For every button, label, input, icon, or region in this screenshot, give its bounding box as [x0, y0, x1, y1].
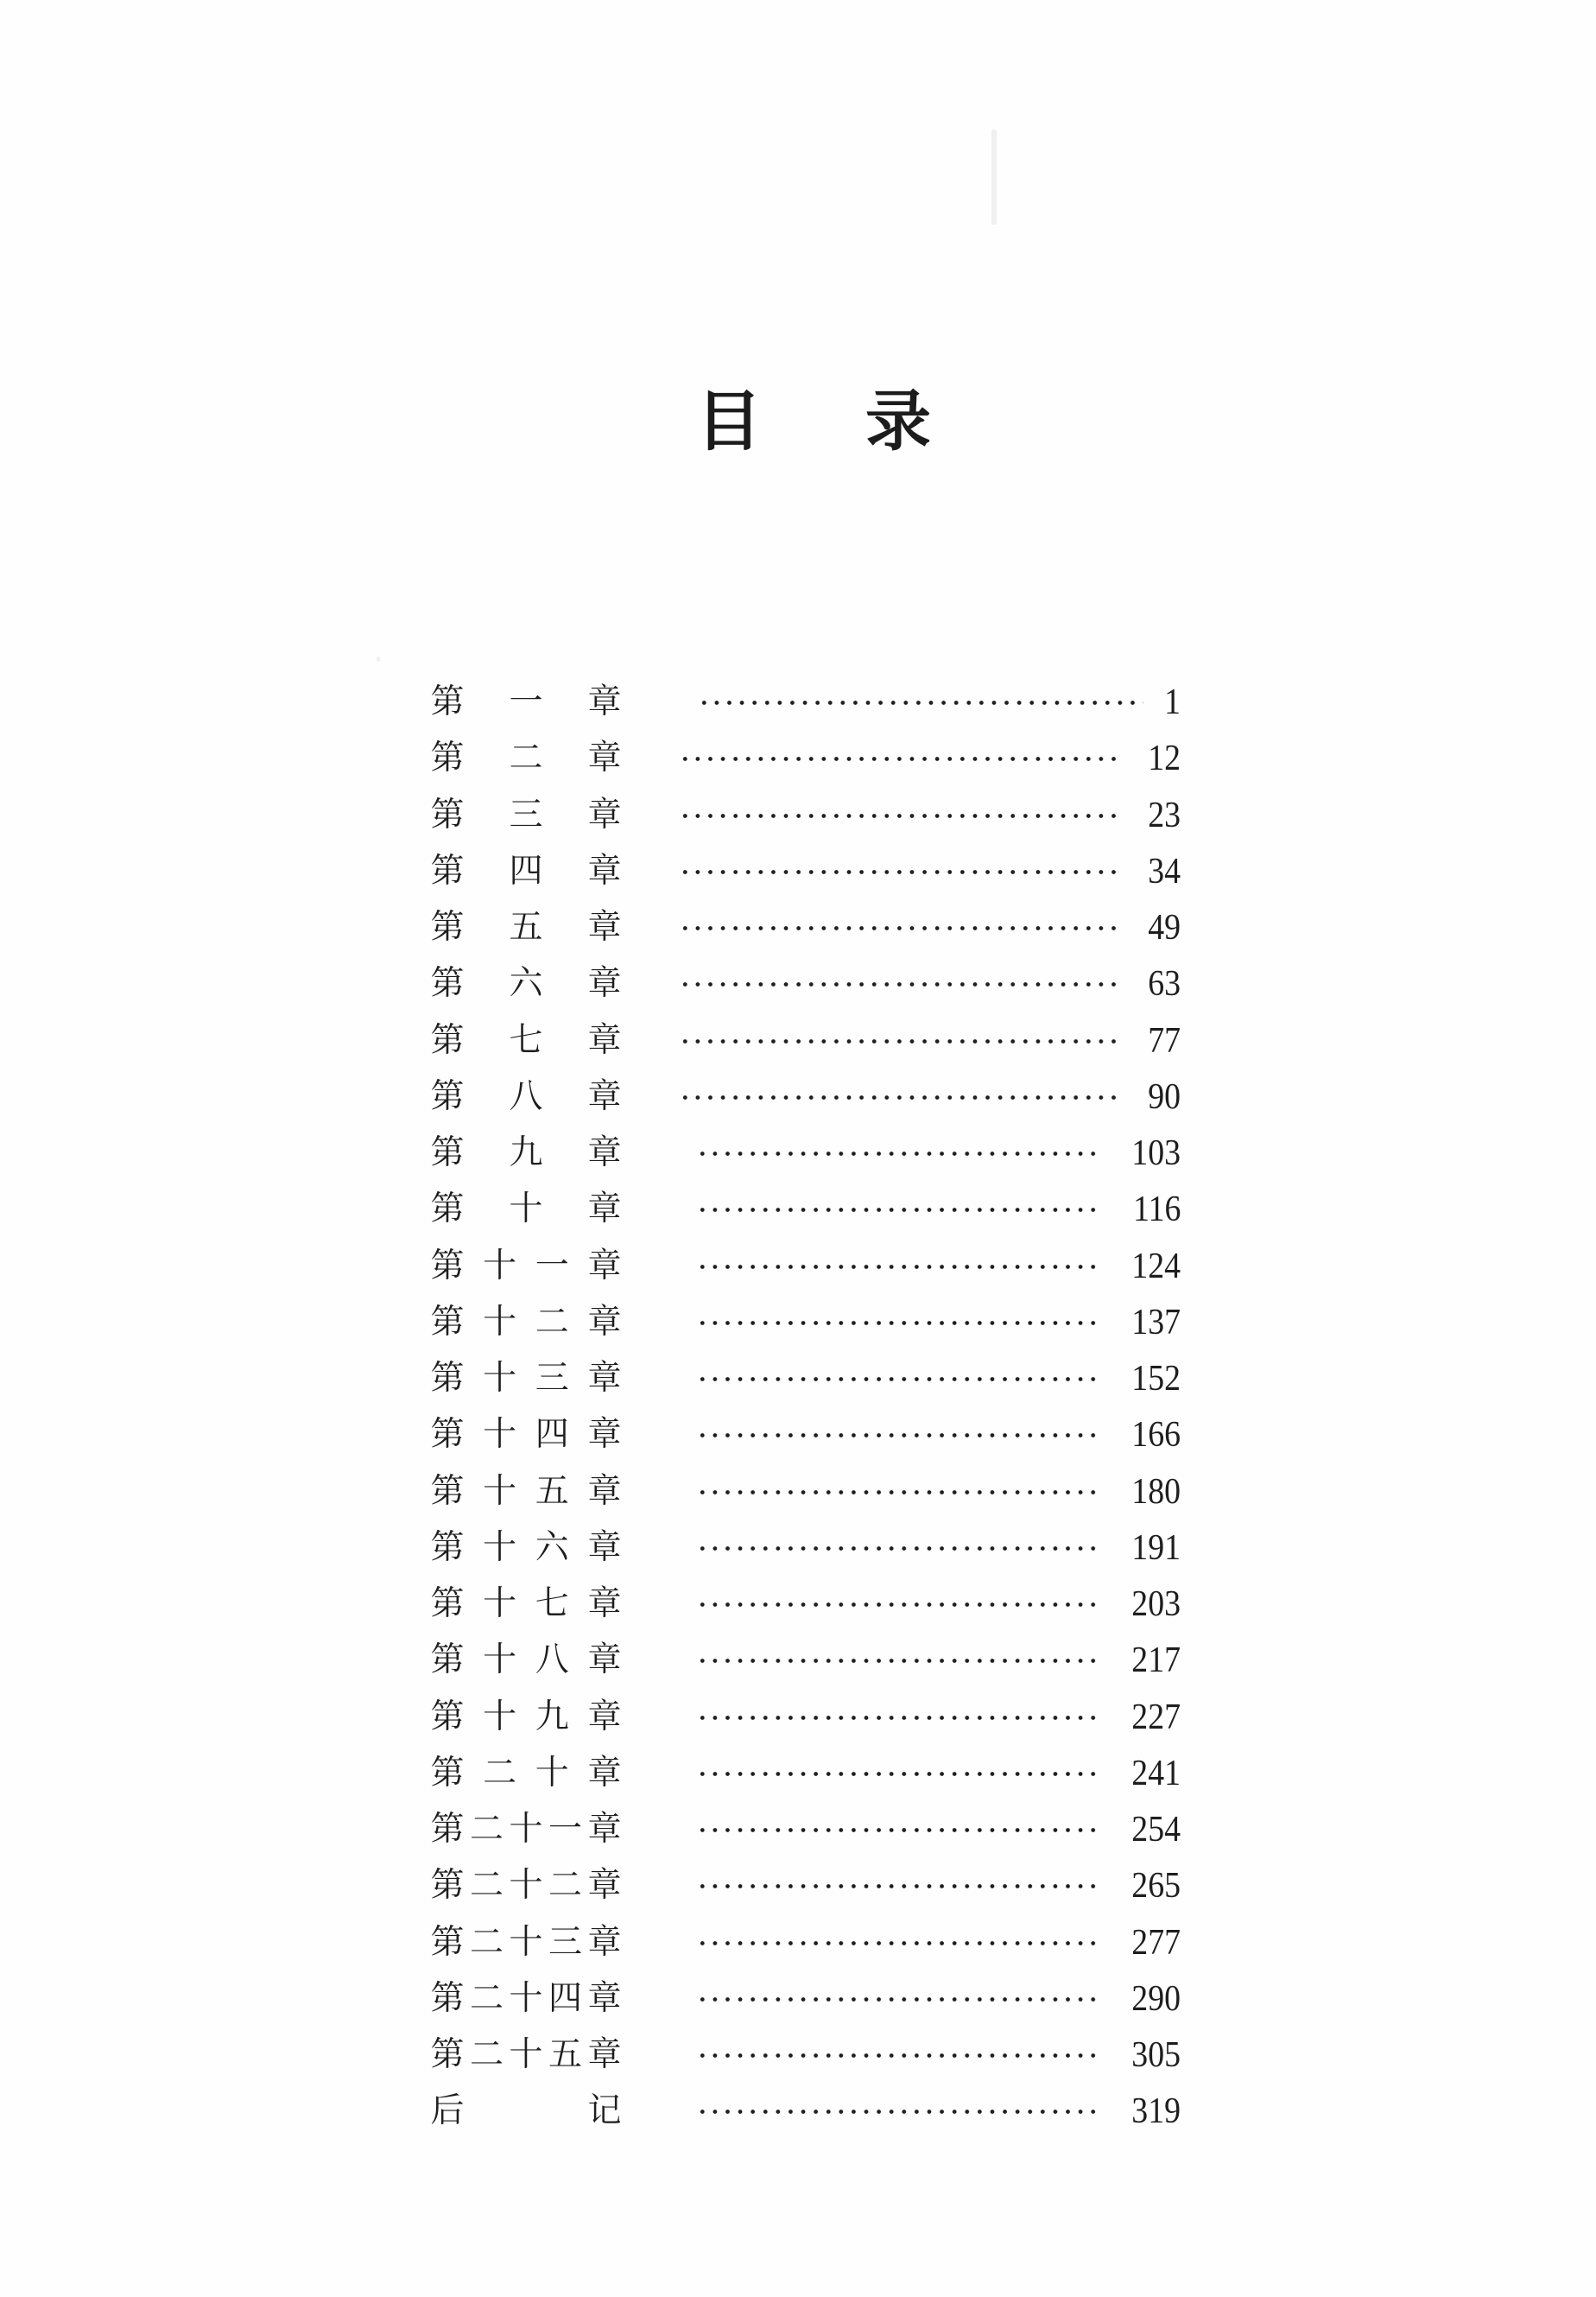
leader-dots — [696, 1941, 1102, 1945]
toc-entry[interactable] — [0, 1526, 1596, 1570]
toc-label-char: 章 — [587, 1133, 622, 1172]
leader-dots — [696, 1321, 1102, 1325]
toc-label-char: 十 — [483, 1359, 517, 1398]
toc-label-char: 第 — [430, 1922, 465, 1962]
toc-entry[interactable] — [0, 1639, 1596, 1682]
toc-entry-label — [430, 906, 622, 949]
toc-label-char: 六 — [535, 1527, 569, 1567]
toc-entry-label — [430, 1921, 622, 1964]
toc-label-char: 第 — [430, 739, 465, 778]
leader-dots — [696, 1997, 1102, 2002]
toc-label-char: 四 — [509, 851, 543, 891]
toc-label-char: 十 — [483, 1302, 517, 1342]
toc-label-char: 五 — [535, 1471, 569, 1511]
toc-entry-label — [430, 1470, 622, 1513]
toc-label-char: 三 — [509, 795, 543, 834]
toc-label-char: 章 — [587, 1190, 622, 1229]
toc-label-char: 章 — [587, 1527, 622, 1567]
toc-entry-label — [430, 1245, 622, 1288]
toc-label-char: 第 — [430, 1246, 465, 1285]
toc-entry[interactable] — [0, 850, 1596, 893]
toc-page-number: 319 — [1131, 2091, 1181, 2132]
leader-dots — [696, 2110, 1102, 2114]
toc-page-number: 166 — [1131, 1415, 1181, 1456]
toc-entry-label — [430, 1639, 622, 1682]
toc-label-char: 十 — [535, 1753, 569, 1793]
toc-label-char: 章 — [587, 1697, 622, 1736]
toc-label-char: 第 — [430, 1415, 465, 1455]
toc-entry[interactable] — [0, 1132, 1596, 1175]
toc-label-char: 第 — [430, 1810, 465, 1849]
toc-page-number: 180 — [1131, 1471, 1181, 1512]
toc-label-char: 七 — [535, 1584, 569, 1623]
toc-entry[interactable] — [0, 1808, 1596, 1851]
toc-entry[interactable] — [0, 1864, 1596, 1907]
toc-page-number: 254 — [1131, 1810, 1181, 1850]
toc-page-number: 124 — [1131, 1246, 1181, 1286]
toc-label-char: 第 — [430, 795, 465, 834]
toc-label-char: 六 — [509, 964, 543, 1004]
toc-entry[interactable] — [0, 1470, 1596, 1513]
toc-label-char: 十 — [483, 1415, 517, 1455]
toc-entry-label — [430, 1977, 622, 2021]
toc-label-char: 章 — [587, 1020, 622, 1060]
toc-page-number: 152 — [1131, 1359, 1181, 1399]
toc-label-char: 八 — [535, 1640, 569, 1680]
toc-page-number: 305 — [1131, 2035, 1181, 2075]
toc-label-char: 章 — [587, 851, 622, 891]
toc-page-number: 103 — [1131, 1133, 1181, 1173]
toc-label-char: 第 — [430, 1978, 465, 2018]
toc-label-char: 第 — [430, 1527, 465, 1567]
toc-label-char: 第 — [430, 1640, 465, 1680]
toc-label-char: 二 — [548, 1866, 582, 1906]
toc-entry[interactable] — [0, 906, 1596, 949]
toc-label-char: 三 — [535, 1359, 569, 1398]
toc-label-char: 章 — [587, 682, 622, 721]
toc-label-char: 一 — [548, 1810, 582, 1849]
toc-label-char: 四 — [548, 1978, 582, 2018]
leader-dots — [679, 1095, 1123, 1100]
title-char: 目 — [696, 383, 762, 460]
toc-label-char: 十 — [509, 1978, 543, 2018]
leader-dots — [696, 1152, 1102, 1156]
toc-entry[interactable] — [0, 1357, 1596, 1400]
toc-entry-label — [430, 1526, 622, 1570]
toc-entry-label — [430, 681, 622, 724]
toc-page-number: 1 — [1164, 682, 1181, 722]
leader-dots — [679, 757, 1123, 761]
leader-dots — [696, 1884, 1102, 1888]
toc-entry-label — [430, 1188, 622, 1231]
toc-label-char: 一 — [535, 1246, 569, 1285]
leader-dots — [696, 1772, 1102, 1776]
toc-label-char: 第 — [430, 964, 465, 1004]
leader-dots — [696, 1490, 1102, 1494]
leader-dots — [696, 1602, 1102, 1607]
toc-entry[interactable] — [0, 1245, 1596, 1288]
toc-entry-label — [430, 1413, 622, 1456]
toc-entry[interactable] — [0, 1188, 1596, 1231]
toc-entry[interactable] — [0, 1977, 1596, 2021]
leader-dots — [696, 1208, 1102, 1212]
toc-label-char: 十 — [509, 2035, 543, 2074]
toc-label-char: 章 — [587, 2035, 622, 2074]
toc-label-char: 第 — [430, 1753, 465, 1793]
toc-label-char: 二 — [469, 1810, 504, 1849]
toc-label-char: 章 — [587, 908, 622, 947]
leader-dots — [679, 982, 1123, 987]
toc-page-number: 227 — [1131, 1697, 1181, 1737]
leader-dots — [696, 2053, 1102, 2058]
toc-label-char: 十 — [509, 1922, 543, 1962]
toc-label-char: 十 — [509, 1810, 543, 1849]
toc-label-char: 十 — [483, 1697, 517, 1736]
toc-label-char: 第 — [430, 1697, 465, 1736]
toc-entry[interactable] — [0, 962, 1596, 1006]
toc-page-number: 290 — [1131, 1978, 1181, 2019]
toc-entry[interactable] — [0, 2090, 1596, 2133]
leader-dots — [696, 1546, 1102, 1551]
toc-label-char: 章 — [587, 739, 622, 778]
toc-entry[interactable] — [0, 1019, 1596, 1063]
toc-label-char: 二 — [483, 1753, 517, 1793]
toc-page-number: 116 — [1132, 1190, 1181, 1230]
toc-label-char: 四 — [535, 1415, 569, 1455]
toc-label-char: 九 — [509, 1133, 543, 1172]
toc-entry-label — [430, 1357, 622, 1400]
toc-page-number: 90 — [1148, 1076, 1181, 1117]
toc-entry-label — [430, 1583, 622, 1626]
leader-dots — [696, 1828, 1102, 1832]
toc-label-char: 章 — [587, 1415, 622, 1455]
toc-label-char: 章 — [587, 1246, 622, 1285]
toc-page-number: 34 — [1148, 851, 1181, 892]
toc-label-char: 十 — [483, 1527, 517, 1567]
leader-dots — [679, 1039, 1123, 1044]
leader-dots — [679, 926, 1123, 930]
leader-dots — [696, 1716, 1102, 1720]
toc-entry[interactable] — [0, 794, 1596, 837]
toc-entry-label — [430, 1076, 622, 1119]
toc-entry[interactable] — [0, 1696, 1596, 1739]
toc-page-number: 63 — [1148, 964, 1181, 1005]
toc-label-char: 章 — [587, 1866, 622, 1906]
toc-label-char: 二 — [469, 2035, 504, 2074]
toc-entry-label — [430, 962, 622, 1006]
toc-page-number: 241 — [1131, 1753, 1181, 1793]
toc-entry[interactable] — [0, 1076, 1596, 1119]
toc-entry-label — [430, 1132, 622, 1175]
toc-label-char: 一 — [509, 682, 543, 721]
toc-label-char: 第 — [430, 851, 465, 891]
toc-label-char: 章 — [587, 1810, 622, 1849]
toc-label-char: 二 — [469, 1978, 504, 2018]
toc-label-char: 十 — [483, 1471, 517, 1511]
toc-label-char: 章 — [587, 1978, 622, 2018]
toc-label-char: 章 — [587, 1359, 622, 1398]
toc-entry-label — [430, 1019, 622, 1063]
toc-label-char: 第 — [430, 1076, 465, 1116]
toc-entry[interactable] — [0, 1301, 1596, 1344]
toc-label-char: 第 — [430, 1020, 465, 1060]
toc-label-char: 二 — [535, 1302, 569, 1342]
title-char: 录 — [865, 383, 931, 460]
toc-label-char: 二 — [509, 739, 543, 778]
toc-label-char: 二 — [469, 1866, 504, 1906]
toc-label-char: 第 — [430, 1359, 465, 1398]
toc-label-char: 后 — [430, 2091, 465, 2131]
toc-label-char: 章 — [587, 1076, 622, 1116]
toc-label-char: 章 — [587, 1302, 622, 1342]
toc-entry-label — [430, 737, 622, 780]
toc-entry-label — [430, 850, 622, 893]
toc-page-number: 12 — [1148, 739, 1181, 779]
toc-entry-label — [430, 1696, 622, 1739]
leader-dots — [696, 1659, 1102, 1663]
toc-label-char: 章 — [587, 964, 622, 1004]
leader-dots — [696, 1433, 1102, 1437]
toc-label-char: 第 — [430, 1866, 465, 1906]
toc-page-number: 23 — [1148, 795, 1181, 835]
toc-page-number: 191 — [1131, 1527, 1181, 1568]
toc-entry-label — [430, 1301, 622, 1344]
toc-label-char: 十 — [509, 1866, 543, 1906]
toc-entry-label — [430, 1808, 622, 1851]
toc-page-number: 277 — [1131, 1922, 1181, 1963]
toc-label-char: 五 — [509, 908, 543, 947]
toc-label-char: 八 — [509, 1076, 543, 1116]
toc-label-char: 十 — [483, 1640, 517, 1680]
toc-entry-label — [430, 2034, 622, 2077]
toc-label-char: 九 — [535, 1697, 569, 1736]
leader-dots — [679, 870, 1123, 874]
toc-page-number: 203 — [1131, 1584, 1181, 1624]
toc-label-char: 第 — [430, 1302, 465, 1342]
toc-label-char: 二 — [469, 1922, 504, 1962]
toc-label-char: 章 — [587, 1640, 622, 1680]
toc-label-char: 章 — [587, 1922, 622, 1962]
toc-entry-label — [430, 1864, 622, 1907]
toc-label-char: 第 — [430, 1584, 465, 1623]
toc-label-char: 第 — [430, 1190, 465, 1229]
toc-entry-label — [430, 1752, 622, 1795]
toc-entry[interactable] — [0, 1921, 1596, 1964]
toc-entry-label — [430, 794, 622, 837]
toc-label-char: 章 — [587, 1584, 622, 1623]
toc-label-char: 第 — [430, 908, 465, 947]
toc-entry[interactable] — [0, 681, 1596, 724]
toc-page-number: 217 — [1131, 1640, 1181, 1681]
leader-dots — [698, 701, 1143, 705]
toc-label-char: 十 — [509, 1190, 543, 1229]
toc-label-char: 七 — [509, 1020, 543, 1060]
toc-entry[interactable] — [0, 1413, 1596, 1456]
toc-entry[interactable] — [0, 737, 1596, 780]
toc-label-char: 章 — [587, 1753, 622, 1793]
leader-dots — [679, 814, 1123, 818]
toc-page-number: 265 — [1131, 1866, 1181, 1907]
toc-label-char: 第 — [430, 1471, 465, 1511]
toc-entry-label — [430, 2090, 622, 2133]
toc-page-number: 49 — [1148, 908, 1181, 948]
toc-label-char: 章 — [587, 795, 622, 834]
toc-label-char: 章 — [587, 1471, 622, 1511]
toc-label-char: 第 — [430, 2035, 465, 2074]
toc-label-char: 五 — [548, 2035, 582, 2074]
toc-label-char: 十 — [483, 1246, 517, 1285]
toc-label-char: 十 — [483, 1584, 517, 1623]
toc-entry[interactable] — [0, 1583, 1596, 1626]
toc-label-char: 第 — [430, 682, 465, 721]
leader-dots — [696, 1377, 1102, 1381]
toc-label-char: 三 — [548, 1922, 582, 1962]
toc-entry[interactable] — [0, 2034, 1596, 2077]
toc-entry[interactable] — [0, 1752, 1596, 1795]
toc-page-number: 137 — [1131, 1302, 1181, 1342]
leader-dots — [696, 1265, 1102, 1269]
toc-label-char: 记 — [587, 2091, 622, 2131]
toc-label-char: 第 — [430, 1133, 465, 1172]
toc-page-number: 77 — [1148, 1020, 1181, 1061]
